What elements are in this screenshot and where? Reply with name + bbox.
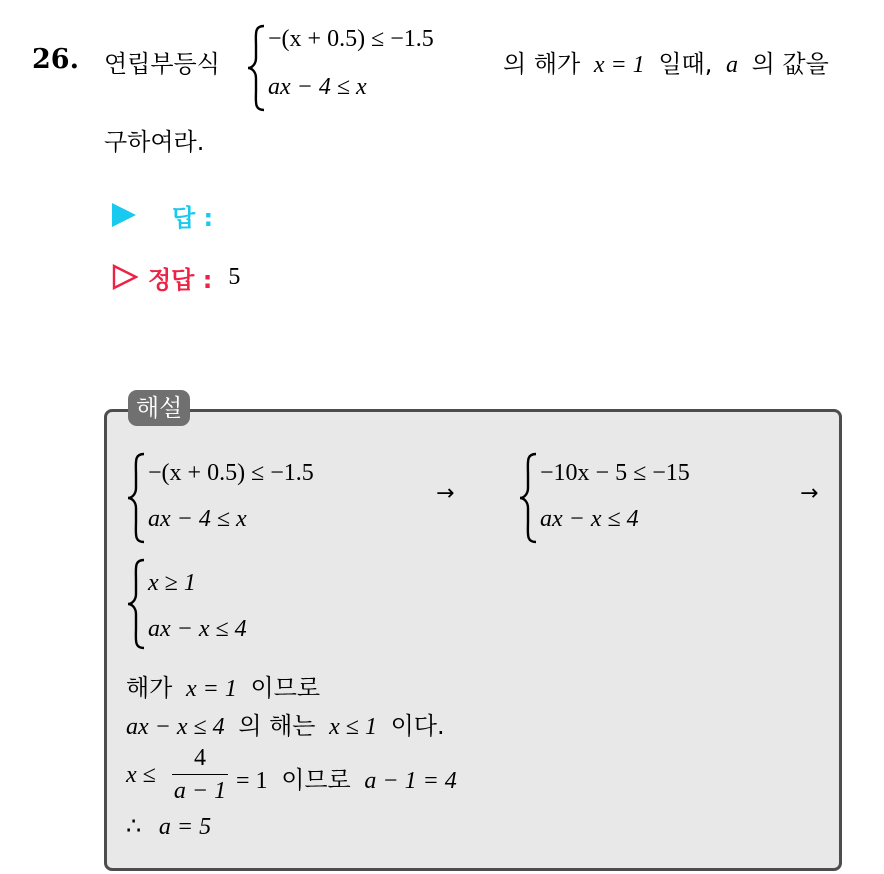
question-var-x: x = 1 [593,52,645,78]
correct-answer-row [112,262,240,292]
solution-line-3-right [236,760,457,795]
question-var-a: a [725,52,738,78]
outline-triangle-icon [112,264,138,290]
solution-system1-line-1: −(x + 0.5) ≤ −1.5 [148,460,314,486]
left-brace-icon [246,24,268,112]
solution-line-4 [126,812,211,841]
answer-label: 답 : [172,203,214,232]
question-system [246,20,486,112]
solution-line-1-math: x = 1 [186,676,237,702]
fraction-numerator: 4 [194,745,206,771]
solution-line-1 [126,668,320,703]
solution-system2-line-1: −10x − 5 ≤ −15 [540,460,690,486]
solution-system1-line-2: ax − 4 ≤ x [148,506,247,532]
fraction [172,744,228,805]
solution-line-3-end: a − 1 = 4 [364,768,457,794]
solution-tab: 해설 [128,390,190,426]
question-system-line-2: ax − 4 ≤ x [268,74,367,100]
question-system-line-1: −(x + 0.5) ≤ −1.5 [268,26,434,52]
solution-line-2-math-1: ax − x ≤ 4 [126,714,225,740]
answer-row [112,200,213,230]
solution-system2-line-2: ax − x ≤ 4 [540,506,639,532]
solution-line-3-left-math: x ≤ [126,762,156,788]
correct-answer-label: 정답 : [148,265,213,294]
left-brace-icon [126,452,148,544]
fraction-denominator: a − 1 [173,778,227,804]
solution-line-4-math: a = 5 [158,814,212,840]
arrow-icon: → [436,481,455,506]
question-text-after [503,44,829,79]
solution-line-1-prefix: 해가 [126,674,173,702]
left-brace-icon [518,452,540,544]
solution-system3-line-2: ax − x ≤ 4 [148,616,247,642]
question-text-after-3: 의 값을 [751,50,829,78]
solution-line-2-math-2: x ≤ 1 [329,714,377,740]
solution-line-3-right-math: = 1 [236,768,268,794]
solution-line-3-mid: 이므로 [281,766,351,794]
solution-line-2-suffix: 이다. [390,712,445,740]
question-text-after-1: 의 해가 [503,50,581,78]
question-text-before: 연립부등식 [104,50,220,78]
filled-triangle-icon [112,203,136,227]
correct-answer-value: 5 [228,263,241,290]
question-text-line-2: 구하여라. [104,128,205,156]
solution-line-3-left [126,760,156,789]
solution-line-2 [126,706,445,741]
solution-system3-line-1: x ≥ 1 [148,570,196,596]
solution-line-2-mid: 의 해는 [238,712,316,740]
question-number: 26. [32,44,79,75]
left-brace-icon [126,558,148,650]
arrow-icon: → [800,481,819,506]
question-text-after-2: 일때, [658,50,713,78]
therefore-icon: ∴ [126,814,142,840]
solution-line-1-suffix: 이므로 [250,674,321,702]
